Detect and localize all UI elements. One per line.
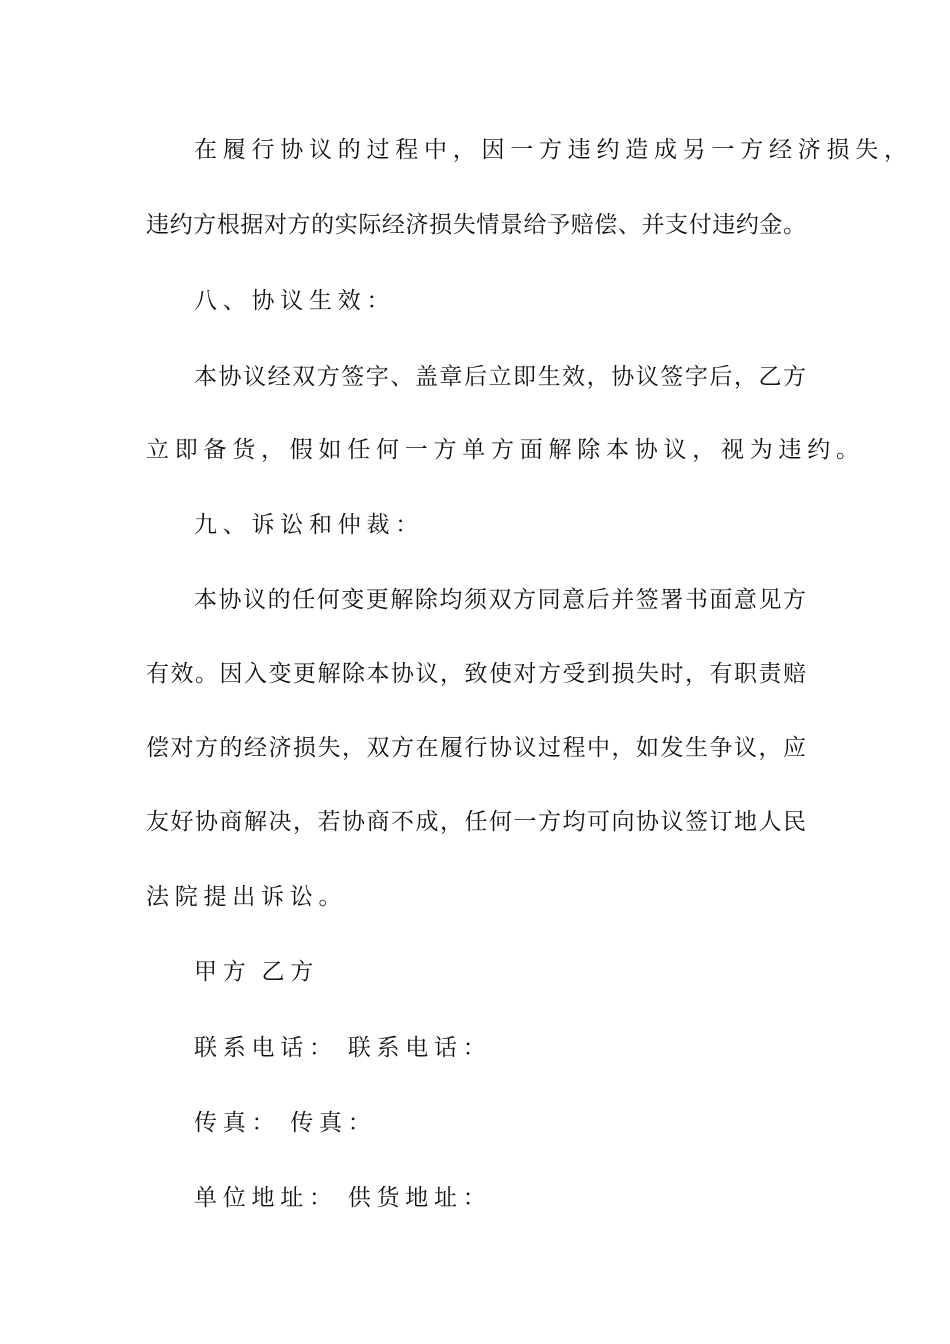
paragraph-line: 本协议经双方签字、盖章后立即生效，协议签字后，乙方 (194, 364, 806, 390)
paragraph-line: 偿对方的经济损失，双方在履行协议过程中，如发生争议，应 (146, 735, 806, 761)
signature-address-row (194, 1178, 492, 1218)
paragraph-line: 法院提出诉讼。 (146, 884, 348, 910)
party-b-phone-label: 联系电话： (347, 1035, 492, 1061)
paragraph-line: 有效。因入变更解除本协议，致使对方受到损失时，有职责赔 (146, 661, 806, 687)
signature-phone-row (194, 1028, 492, 1068)
signature-parties (194, 952, 319, 992)
party-a-address-label: 单位地址： (194, 1185, 338, 1211)
party-a-label: 甲方 (194, 959, 252, 985)
section-heading-litigation: 九、诉讼和仲裁： (194, 512, 424, 538)
paragraph-line: 本协议的任何变更解除均须双方同意后并签署书面意见方 (194, 587, 806, 613)
paragraph-line: 违约方根据对方的实际经济损失情景给予赔偿、并支付违约金。 (146, 212, 806, 238)
signature-fax-row (194, 1103, 377, 1143)
section-heading-effective: 八、协议生效： (194, 288, 396, 314)
party-b-label: 乙方 (261, 959, 319, 985)
party-a-fax-label: 传真： (194, 1110, 281, 1136)
party-a-phone-label: 联系电话： (194, 1035, 338, 1061)
paragraph-line: 立即备货，假如任何一方单方面解除本协议，视为违约。 (146, 437, 865, 463)
paragraph-line: 友好协商解决，若协商不成，任何一方均可向协议签订地人民 (146, 809, 806, 835)
paragraph-line: 在履行协议的过程中，因一方违约造成另一方经济损失， (194, 137, 913, 163)
party-b-fax-label: 传真： (290, 1110, 377, 1136)
party-b-address-label: 供货地址： (347, 1185, 492, 1211)
